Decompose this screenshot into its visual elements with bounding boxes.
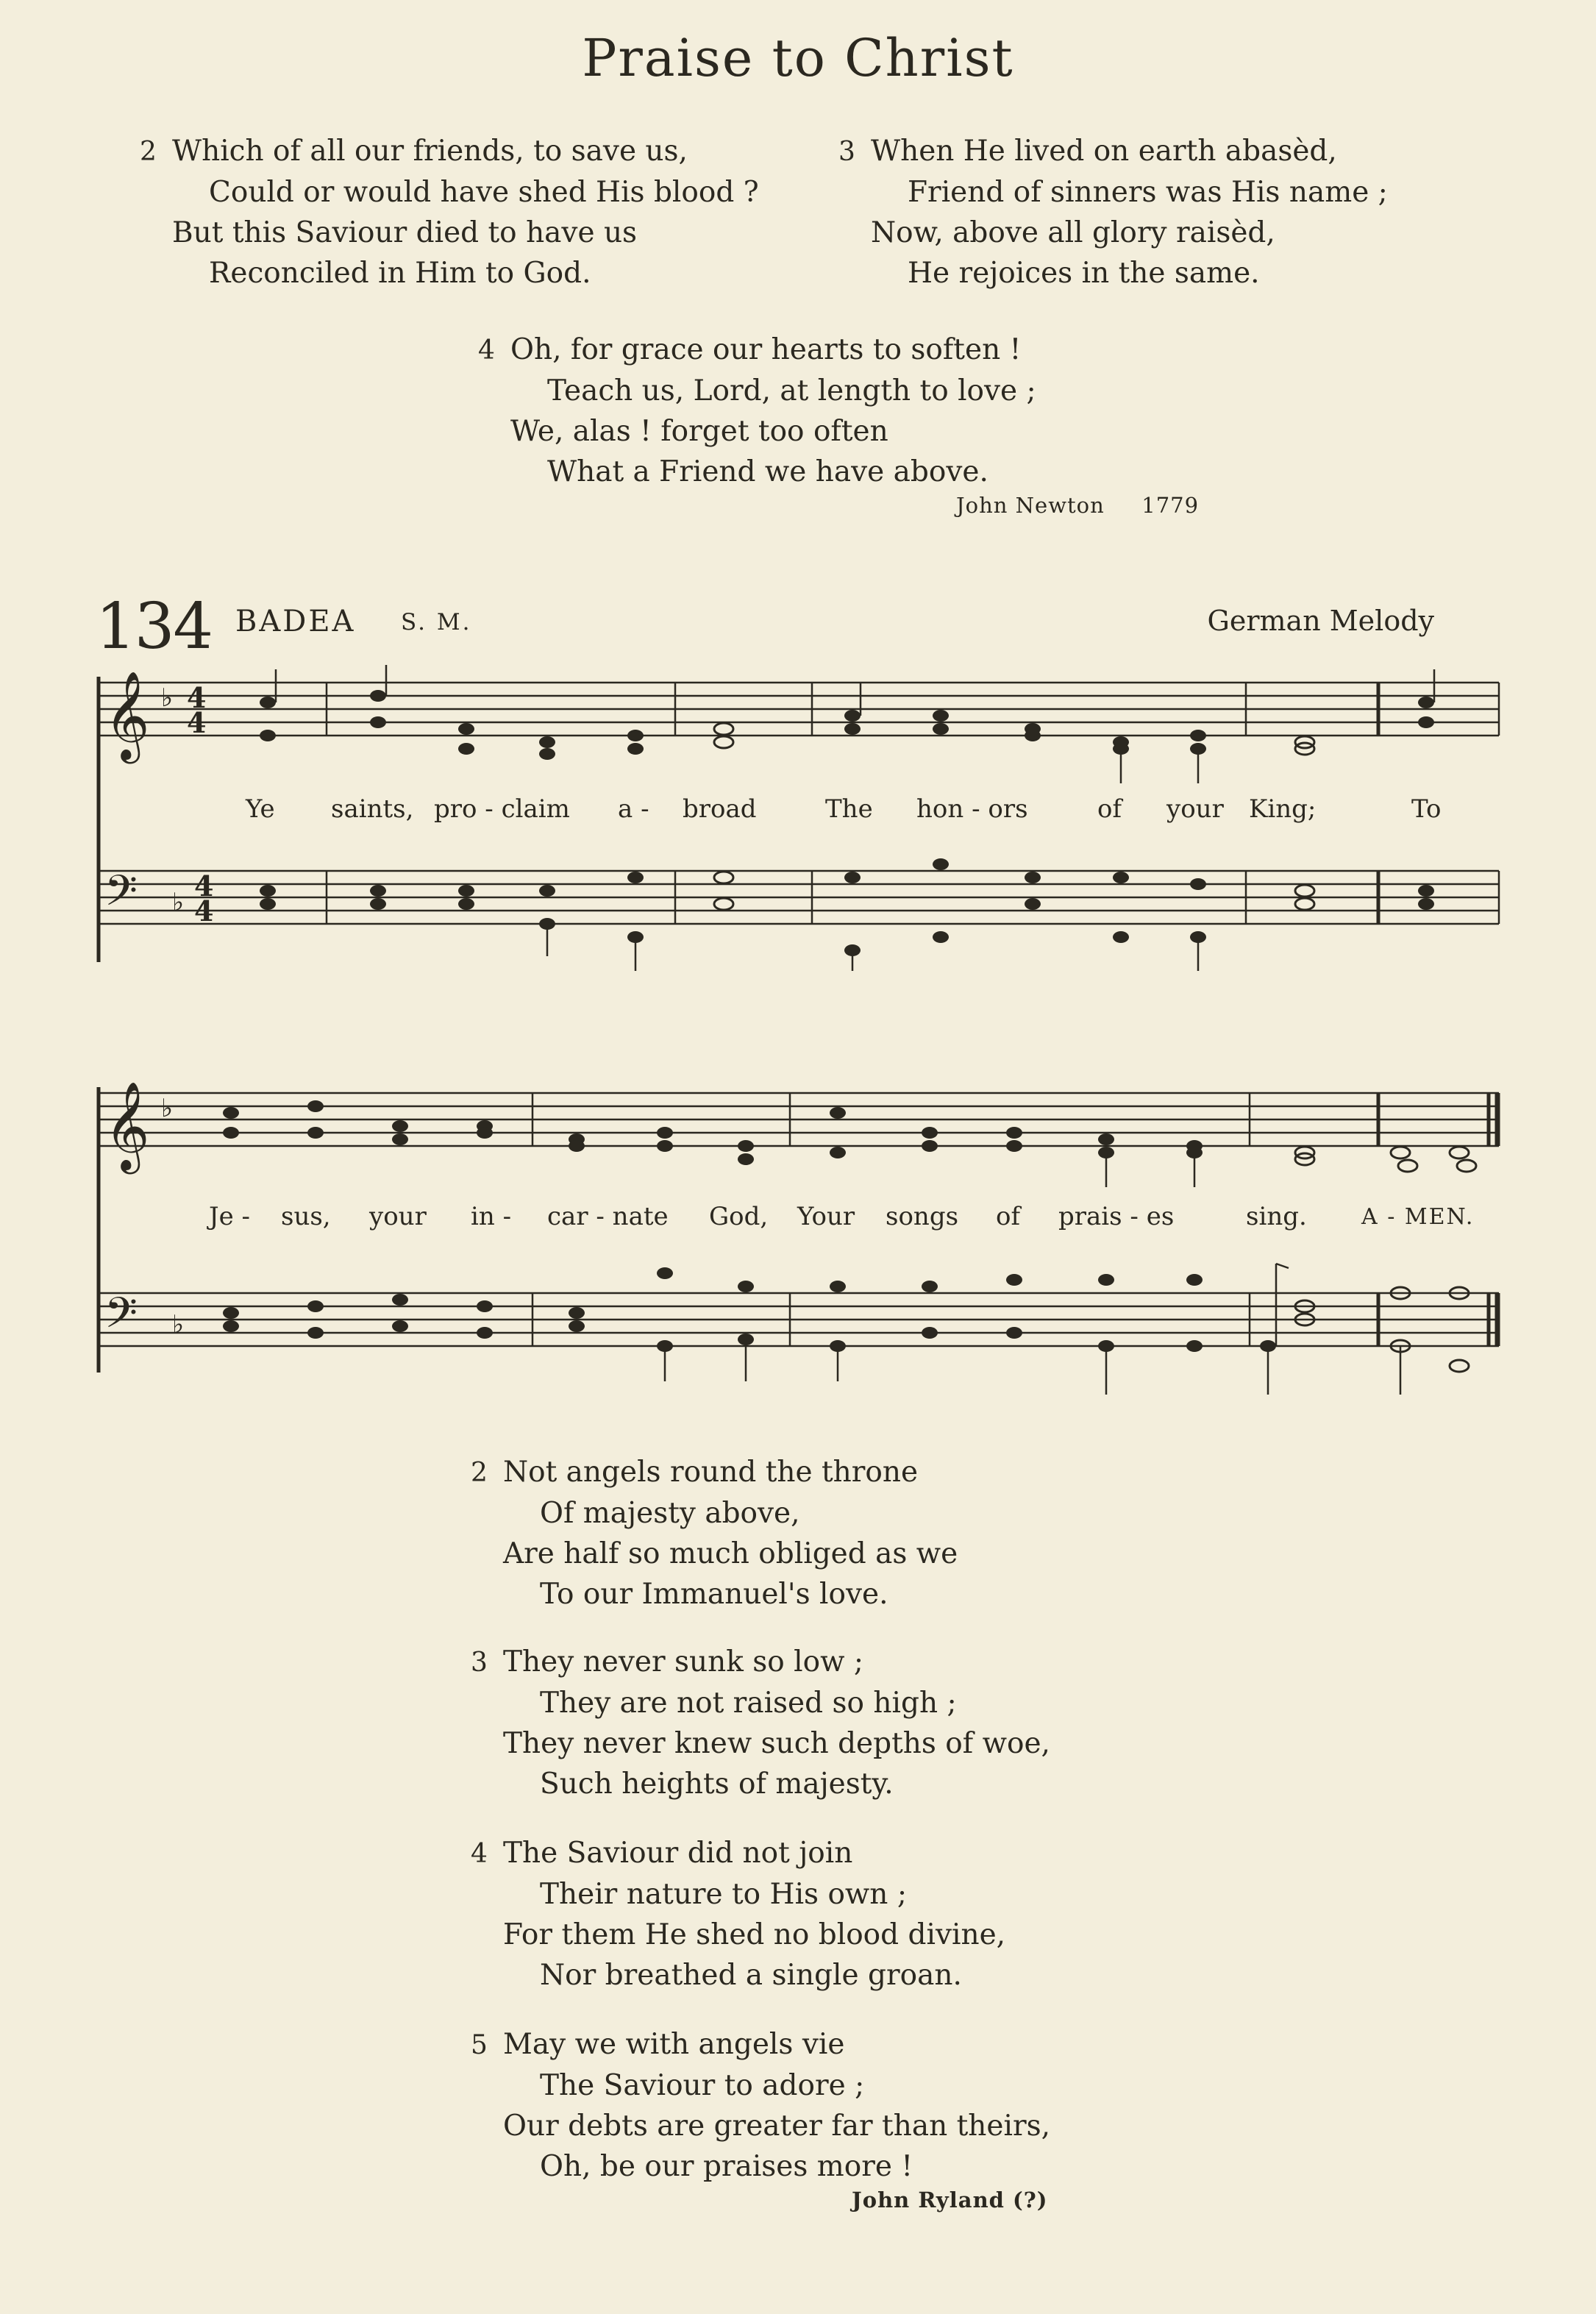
verse-line: They never sunk so low ; bbox=[503, 1645, 864, 1678]
verse-line: Oh, be our praises more ! bbox=[540, 2150, 913, 2183]
verse-number: 4 bbox=[478, 335, 495, 366]
svg-text:♭: ♭ bbox=[161, 683, 174, 713]
svg-text:𝄞: 𝄞 bbox=[104, 670, 150, 760]
verse-number: 5 bbox=[471, 2030, 488, 2060]
verse-line: Our debts are greater far than theirs, bbox=[503, 2110, 1051, 2143]
lyric-syllable: songs bbox=[886, 1202, 959, 1231]
lyric-syllable: car - nate bbox=[547, 1202, 669, 1231]
verse-line: Reconciled in Him to God. bbox=[209, 257, 591, 290]
svg-text:4: 4 bbox=[194, 869, 214, 903]
lyric-syllable: pro - claim bbox=[434, 794, 570, 824]
svg-text:4: 4 bbox=[194, 894, 214, 928]
lyric-amen: A - MEN. bbox=[1361, 1204, 1475, 1230]
staff-notation-2 bbox=[91, 1071, 1503, 1424]
lyric-syllable: saints, bbox=[331, 794, 414, 824]
svg-text:♭: ♭ bbox=[161, 1094, 174, 1123]
verse-line: Nor breathed a single groan. bbox=[540, 1959, 962, 1992]
page-title: Praise to Christ bbox=[582, 28, 1014, 88]
author-name: John Newton bbox=[956, 493, 1105, 518]
verse-number: 4 bbox=[471, 1839, 488, 1869]
lyric-syllable: Your bbox=[797, 1202, 855, 1231]
lyric-syllable: of bbox=[1097, 794, 1122, 824]
svg-text:𝄞: 𝄞 bbox=[104, 1081, 150, 1170]
verse-number: 3 bbox=[471, 1648, 488, 1678]
lyric-syllable: Ye bbox=[246, 794, 275, 824]
lower-verse-2 bbox=[471, 1452, 958, 1615]
upper-verse-3 bbox=[838, 131, 1388, 293]
verse-line: They never knew such depths of woe, bbox=[503, 1727, 1050, 1760]
upper-verse-2 bbox=[140, 131, 759, 293]
svg-text:4: 4 bbox=[187, 706, 207, 739]
upper-verse-4 bbox=[478, 330, 1036, 492]
lyric-syllable: To bbox=[1411, 794, 1442, 824]
verse-line: Their nature to His own ; bbox=[540, 1878, 907, 1911]
lower-verse-4 bbox=[471, 1833, 1005, 1996]
verse-number: 2 bbox=[140, 137, 157, 167]
lyric-syllable: sing. bbox=[1246, 1202, 1307, 1231]
lyric-syllable: your bbox=[369, 1202, 427, 1231]
verse-line: They are not raised so high ; bbox=[540, 1687, 957, 1720]
verse-line: When He lived on earth abasèd, bbox=[871, 135, 1337, 168]
verse-line: He rejoices in the same. bbox=[908, 257, 1260, 290]
verse-line: Of majesty above, bbox=[540, 1497, 800, 1530]
author-year: 1779 bbox=[1141, 493, 1200, 518]
music-system-1 bbox=[91, 662, 1503, 978]
lyric-syllable: Je - bbox=[209, 1202, 251, 1231]
lyric-syllable: hon - ors bbox=[916, 794, 1028, 824]
svg-text:𝄢: 𝄢 bbox=[104, 866, 138, 926]
svg-text:♭: ♭ bbox=[172, 888, 185, 917]
verse-line: To our Immanuel's love. bbox=[540, 1578, 888, 1611]
verse-line: Could or would have shed His blood ? bbox=[209, 176, 759, 209]
verse-line: Such heights of majesty. bbox=[540, 1767, 894, 1801]
verse-line: Are half so much obliged as we bbox=[503, 1537, 958, 1570]
verse-line: We, alas ! forget too often bbox=[510, 415, 888, 448]
composer: German Melody bbox=[1207, 605, 1434, 637]
lyric-syllable: prais - es bbox=[1058, 1202, 1175, 1231]
verse-number: 3 bbox=[838, 137, 855, 167]
hymn-heading bbox=[96, 590, 1434, 663]
verse-line: What a Friend we have above. bbox=[547, 455, 988, 488]
music-system-2 bbox=[91, 1071, 1503, 1424]
verse-line: Which of all our friends, to save us, bbox=[172, 135, 688, 168]
svg-text:4: 4 bbox=[187, 681, 207, 714]
lyric-syllable: sus, bbox=[281, 1202, 331, 1231]
verse-line: For them He shed no blood divine, bbox=[503, 1918, 1006, 1951]
hymn-number: 134 bbox=[96, 590, 213, 663]
lower-verse-5 bbox=[471, 2024, 1050, 2187]
lyric-syllable: of bbox=[996, 1202, 1021, 1231]
lower-attribution bbox=[852, 2187, 1047, 2212]
upper-attribution bbox=[956, 493, 1199, 518]
lyric-syllable: a - bbox=[618, 794, 649, 824]
verse-line: The Saviour to adore ; bbox=[540, 2069, 865, 2102]
lyric-syllable: in - bbox=[471, 1202, 512, 1231]
verse-number: 2 bbox=[471, 1458, 488, 1488]
author-name: John Ryland (?) bbox=[852, 2187, 1048, 2212]
verse-line: But this Saviour died to have us bbox=[172, 216, 638, 249]
lyric-syllable: God, bbox=[709, 1202, 769, 1231]
verse-line: May we with angels vie bbox=[503, 2028, 845, 2061]
verse-line: Not angels round the throne bbox=[503, 1456, 919, 1489]
verse-line: Teach us, Lord, at length to love ; bbox=[547, 374, 1036, 407]
verse-line: Now, above all glory raisèd, bbox=[871, 216, 1275, 249]
lyric-syllable: your bbox=[1166, 794, 1224, 824]
lyric-syllable: King; bbox=[1249, 794, 1317, 824]
svg-text:𝄢: 𝄢 bbox=[104, 1288, 138, 1348]
verse-line: The Saviour did not join bbox=[503, 1837, 853, 1870]
verse-line: Friend of sinners was His name ; bbox=[908, 176, 1388, 209]
hymn-meter: S. M. bbox=[401, 609, 472, 636]
lower-verse-3 bbox=[471, 1642, 1050, 1804]
lyric-syllable: The bbox=[825, 794, 873, 824]
tune-name: BADEA bbox=[235, 605, 356, 638]
lyric-syllable: broad bbox=[683, 794, 757, 824]
verse-line: Oh, for grace our hearts to soften ! bbox=[510, 333, 1022, 366]
svg-text:♭: ♭ bbox=[172, 1310, 185, 1339]
